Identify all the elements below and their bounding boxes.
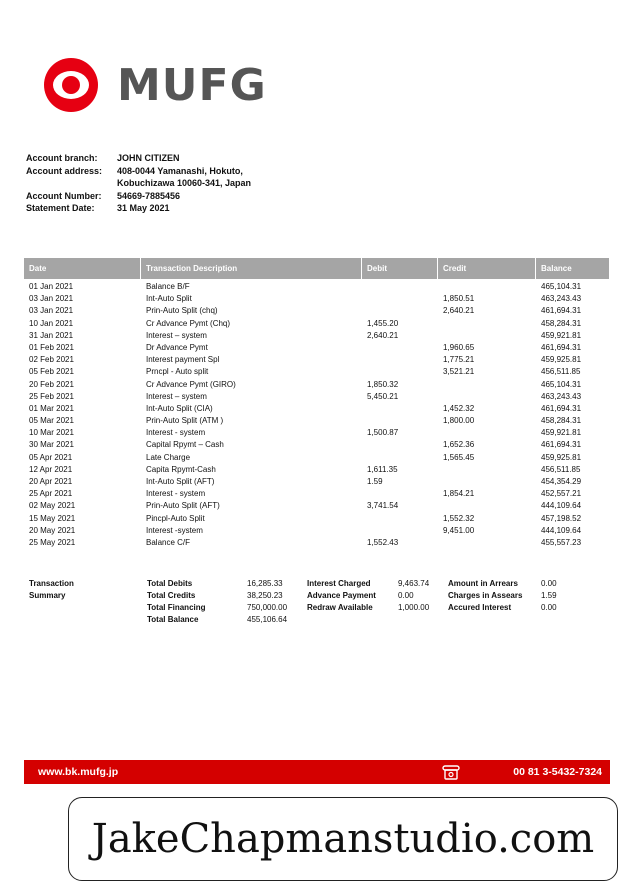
- cell-balance: 456,511.85: [541, 367, 581, 377]
- cell-balance: 459,925.81: [541, 452, 582, 462]
- table-row: [24, 452, 610, 464]
- cell-description: Interest – system: [146, 391, 207, 401]
- summary-item-value: 455,106.64: [247, 615, 288, 624]
- cell-date: 02 Feb 2021: [29, 355, 74, 365]
- cell-debit: [362, 525, 438, 537]
- table-row: [24, 330, 610, 342]
- table-row: [24, 439, 610, 451]
- summary-item-value: 16,285.33: [247, 579, 283, 588]
- cell-balance: 459,921.81: [541, 330, 582, 340]
- cell-credit: 2,640.21: [443, 306, 475, 316]
- cell-debit: [362, 513, 438, 525]
- cell-description: Late Charge: [146, 452, 191, 462]
- cell-description: Interest - system: [146, 428, 206, 438]
- table-row: [24, 403, 610, 415]
- table-row: [24, 391, 610, 403]
- account-branch-value: JOHN CITIZEN: [117, 153, 180, 163]
- cell-date: 12 Apr 2021: [29, 464, 73, 474]
- summary-item-label: Amount in Arrears: [448, 579, 518, 588]
- cell-date: 10 Mar 2021: [29, 428, 74, 438]
- cell-balance: 457,198.52: [541, 513, 582, 523]
- website-link[interactable]: www.bk.mufg.jp: [38, 766, 119, 778]
- summary-item-label: Total Balance: [147, 615, 199, 624]
- summary-item: [147, 614, 287, 626]
- header-description: Transaction Description: [141, 258, 362, 279]
- cell-debit: [362, 293, 438, 305]
- cell-description: Int-Auto Split: [146, 294, 192, 304]
- cell-debit: [362, 488, 438, 500]
- watermark-text: JakeChapmanstudio.com: [91, 816, 595, 862]
- cell-description: Interest – system: [146, 330, 207, 340]
- table-row: [24, 476, 610, 488]
- summary-item: [448, 578, 557, 590]
- cell-description: Capita Rpymt-Cash: [146, 464, 216, 474]
- cell-credit: [438, 379, 536, 391]
- summary-item: [307, 602, 429, 614]
- cell-description: Int-Auto Split (CIA): [146, 403, 213, 413]
- mufg-logo: [33, 57, 267, 113]
- cell-debit: [362, 366, 438, 378]
- table-row: [24, 366, 610, 378]
- summary-item-value: 38,250.23: [247, 591, 283, 600]
- cell-debit: 1,611.35: [367, 464, 398, 474]
- table-row: [24, 305, 610, 317]
- cell-credit: [438, 500, 536, 512]
- cell-balance: 459,925.81: [541, 355, 582, 365]
- cell-credit: [438, 476, 536, 488]
- cell-date: 03 Jan 2021: [29, 306, 74, 316]
- watermark-box: [68, 797, 618, 881]
- cell-date: 05 Apr 2021: [29, 452, 73, 462]
- cell-debit: 5,450.21: [367, 391, 399, 401]
- cell-date: 01 Feb 2021: [29, 342, 74, 352]
- cell-credit: 1,652.36: [443, 440, 475, 450]
- table-row: [24, 427, 610, 439]
- statement-date-value: 31 May 2021: [117, 203, 170, 213]
- cell-credit: 1,960.65: [443, 342, 475, 352]
- cell-balance: 459,921.81: [541, 428, 582, 438]
- cell-description: Prncpl - Auto split: [146, 367, 209, 377]
- account-address-line1: 408-0044 Yamanashi, Hokuto,: [117, 165, 243, 176]
- cell-balance: 458,284.31: [541, 416, 582, 426]
- table-row: [24, 513, 610, 525]
- summary-item-value: 9,463.74: [398, 579, 430, 588]
- summary-item: [307, 578, 429, 590]
- cell-description: Cr Advance Pymt (Chq): [146, 318, 231, 328]
- header-date: Date: [24, 258, 141, 279]
- cell-description: Balance C/F: [146, 537, 191, 547]
- cell-description: Cr Advance Pymt (GIRO): [146, 379, 236, 389]
- summary-item-value: 0.00: [541, 579, 557, 588]
- cell-debit: [362, 415, 438, 427]
- cell-debit: [362, 403, 438, 415]
- cell-debit: 2,640.21: [367, 330, 399, 340]
- cell-date: 05 Feb 2021: [29, 367, 74, 377]
- table-row: [24, 354, 610, 366]
- cell-debit: [362, 354, 438, 366]
- cell-description: Prin-Auto Split (ATM ): [146, 416, 224, 426]
- cell-debit: [362, 452, 438, 464]
- summary-item-value: 0.00: [398, 591, 414, 600]
- summary-item-value: 0.00: [541, 603, 557, 612]
- cell-balance: 463,243.43: [541, 294, 582, 304]
- account-number-value: 54669-7885456: [117, 190, 181, 201]
- cell-debit: 1,552.43: [367, 537, 399, 547]
- cell-description: Prin-Auto Split (AFT): [146, 501, 220, 511]
- cell-debit: [362, 342, 438, 354]
- cell-description: Capital Rpymt – Cash: [146, 440, 224, 450]
- cell-credit: 1,775.21: [443, 355, 475, 365]
- summary-item-value: 750,000.00: [247, 603, 288, 612]
- cell-date: 31 Jan 2021: [29, 330, 74, 340]
- cell-balance: 463,243.43: [541, 391, 582, 401]
- cell-date: 02 May 2021: [29, 501, 76, 511]
- cell-date: 05 Mar 2021: [29, 416, 74, 426]
- transactions-table: [24, 258, 610, 549]
- summary-label-line1: Transaction: [29, 579, 74, 588]
- cell-credit: 1,854.21: [443, 489, 475, 499]
- cell-balance: 461,694.31: [541, 403, 582, 413]
- table-row: [24, 464, 610, 476]
- cell-date: 15 May 2021: [29, 513, 76, 523]
- cell-date: 20 Feb 2021: [29, 379, 74, 389]
- statement-date-label: Statement Date:: [26, 203, 95, 213]
- cell-balance: 455,557.23: [541, 537, 582, 547]
- cell-description: Prin-Auto Split (chq): [146, 306, 218, 316]
- summary-arrears: [448, 578, 557, 614]
- cell-debit: 3,741.54: [367, 501, 399, 511]
- logo-text: MUFG: [117, 59, 267, 111]
- table-row: [24, 488, 610, 500]
- cell-debit: [362, 439, 438, 451]
- cell-date: 25 May 2021: [29, 537, 76, 547]
- cell-credit: 1,800.00: [443, 416, 475, 426]
- cell-debit: 1,455.20: [367, 318, 399, 328]
- cell-credit: [438, 391, 536, 403]
- cell-description: Interest payment Spl: [146, 355, 220, 365]
- summary-item-label: Advance Payment: [307, 591, 376, 600]
- cell-credit: 1,552.32: [443, 513, 475, 523]
- summary-item-label: Interest Charged: [307, 579, 371, 588]
- cell-date: 10 Jan 2021: [29, 318, 74, 328]
- summary-item: [147, 578, 287, 590]
- telephone-icon: [442, 763, 460, 781]
- cell-balance: 458,284.31: [541, 318, 582, 328]
- header-balance: Balance: [536, 258, 610, 279]
- table-row: [24, 525, 610, 537]
- cell-credit: [438, 330, 536, 342]
- cell-date: 25 Apr 2021: [29, 489, 73, 499]
- summary-item-label: Redraw Available: [307, 603, 373, 612]
- cell-date: 25 Feb 2021: [29, 391, 74, 401]
- summary-interest: [307, 578, 429, 614]
- account-details: [26, 152, 251, 215]
- cell-debit: [362, 305, 438, 317]
- summary-item-label: Accured Interest: [448, 603, 512, 612]
- cell-credit: [438, 318, 536, 330]
- cell-balance: 444,109.64: [541, 525, 582, 535]
- summary-item: [147, 590, 287, 602]
- summary-item-label: Charges in Assears: [448, 591, 523, 600]
- header-credit: Credit: [438, 258, 536, 279]
- cell-description: Interest -system: [146, 525, 203, 535]
- summary-item-label: Total Financing: [147, 603, 206, 612]
- cell-date: 01 Jan 2021: [29, 282, 74, 291]
- table-row: [24, 500, 610, 512]
- cell-credit: 9,451.00: [443, 525, 475, 535]
- cell-balance: 452,557.21: [541, 489, 582, 499]
- cell-date: 20 May 2021: [29, 525, 76, 535]
- table-row: [24, 537, 610, 549]
- cell-description: Int-Auto Split (AFT): [146, 477, 215, 486]
- cell-credit: 1,452.32: [443, 403, 475, 413]
- cell-description: Balance B/F: [146, 282, 190, 291]
- cell-balance: 456,511.85: [541, 464, 581, 474]
- header-debit: Debit: [362, 258, 438, 279]
- cell-date: 03 Jan 2021: [29, 294, 74, 304]
- summary-item: [147, 602, 287, 614]
- cell-balance: 444,109.64: [541, 501, 582, 511]
- account-branch-label: Account branch:: [26, 153, 98, 163]
- summary-item-value: 1.59: [541, 591, 557, 600]
- cell-balance: 465,104.31: [541, 282, 582, 291]
- cell-description: Dr Advance Pymt: [146, 342, 208, 352]
- table-row: [24, 318, 610, 330]
- table-row: [24, 293, 610, 305]
- cell-debit: 1,850.32: [367, 379, 399, 389]
- mufg-logo-mark-icon: [33, 57, 109, 113]
- cell-balance: 461,694.31: [541, 342, 582, 352]
- cell-credit: [438, 537, 536, 549]
- table-row: [24, 415, 610, 427]
- cell-date: 30 Mar 2021: [29, 440, 74, 450]
- cell-credit: [438, 427, 536, 439]
- cell-description: Interest - system: [146, 489, 206, 499]
- cell-balance: 461,694.31: [541, 440, 582, 450]
- cell-balance: 454,354.29: [541, 477, 582, 486]
- account-address-line2: Kobuchizawa 10060-341, Japan: [117, 178, 252, 188]
- table-row: [24, 379, 610, 391]
- cell-debit: 1.59: [367, 477, 383, 486]
- cell-credit: [438, 464, 536, 476]
- table-body: [24, 279, 610, 549]
- summary-item: [448, 590, 557, 602]
- cell-debit: [362, 281, 438, 293]
- cell-date: 20 Apr 2021: [29, 477, 73, 486]
- summary-label: [29, 578, 74, 602]
- account-number-label: Account Number:: [26, 190, 102, 201]
- summary-item-label: Total Debits: [147, 579, 193, 588]
- table-row: [24, 281, 610, 293]
- footer-bar: [24, 760, 610, 784]
- cell-credit: [438, 281, 536, 293]
- summary-item: [448, 602, 557, 614]
- cell-credit: 1,565.45: [443, 452, 475, 462]
- cell-description: Pincpl-Auto Split: [146, 513, 205, 523]
- summary-label-line2: Summary: [29, 591, 66, 600]
- cell-credit: 3,521.21: [443, 367, 475, 377]
- summary-totals: [147, 578, 287, 626]
- table-header: [24, 258, 610, 279]
- phone-number[interactable]: 00 81 3-5432-7324: [513, 766, 602, 778]
- cell-balance: 465,104.31: [541, 379, 582, 389]
- cell-date: 01 Mar 2021: [29, 403, 74, 413]
- cell-balance: 461,694.31: [541, 306, 582, 316]
- cell-credit: 1,850.51: [443, 294, 475, 304]
- account-address-label: Account address:: [26, 165, 103, 176]
- cell-debit: 1,500.87: [367, 428, 399, 438]
- summary-item-value: 1,000.00: [398, 603, 430, 612]
- summary-item: [307, 590, 429, 602]
- summary-item-label: Total Credits: [147, 591, 196, 600]
- table-row: [24, 342, 610, 354]
